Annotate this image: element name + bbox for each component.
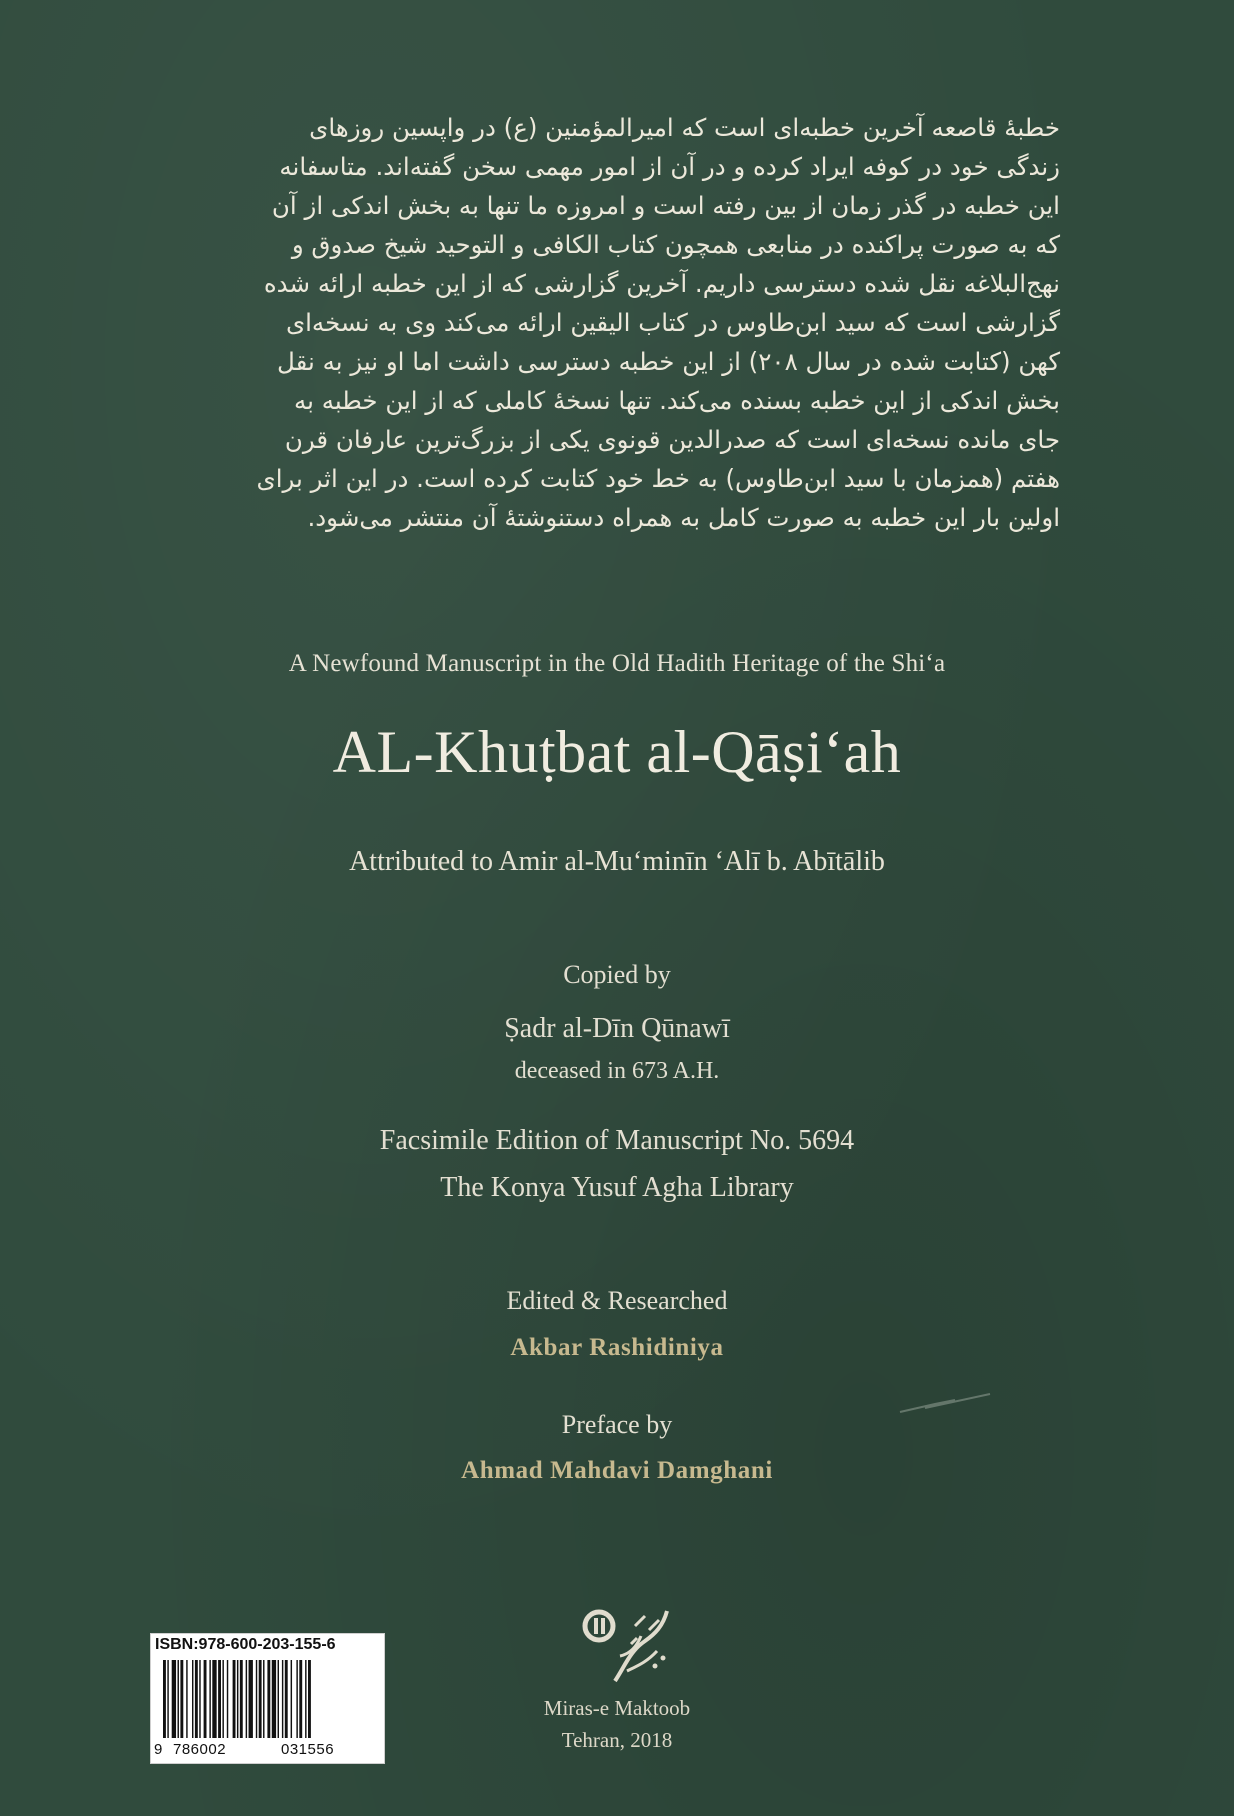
persian-blurb <box>220 108 1060 537</box>
barcode-bar <box>195 1660 198 1738</box>
barcode-bar <box>246 1660 247 1738</box>
publisher-city-year: Tehran, 2018 <box>561 1728 673 1752</box>
barcode-bar <box>199 1660 200 1738</box>
blurb-line-5: نهج‌البلاغه نقل شده دسترسی داریم. آخرین گزارشی که از این خطبه ارائه شده <box>263 269 1060 298</box>
blurb-line-6: گزارشی است که سید ابن‌طاوس در کتاب الیقین ارائه می‌کند وی به نسخه‌ای <box>285 308 1060 337</box>
barcode-bar <box>180 1660 183 1738</box>
blurb-line-8: بخش اندکی از این خطبه بسنده می‌کند. تنها نسخهٔ کاملی که از این خطبه به <box>294 386 1060 415</box>
blurb-line-11: اولین بار این خطبه به صورت کامل به همراه دستنوشتهٔ آن منتشر می‌شود. <box>307 503 1060 532</box>
barcode-bar <box>209 1660 210 1738</box>
blurb-line-10: هفتم (همزمان با سید ابن‌طاوس) به خط خود کتابت کرده است. در این اثر برای <box>256 464 1060 493</box>
barcode-bar <box>249 1660 253 1738</box>
blurb-line-7: کهن (کتابت شده در سال ۲۰۸) از این خطبه دسترسی داشت اما او نیز به نقل <box>277 347 1060 376</box>
copied-by-label: Copied by <box>563 960 671 989</box>
publisher-calligraphy-logo-icon <box>575 1596 675 1696</box>
barcode-bar <box>237 1660 238 1738</box>
publisher-name: Miras-e Maktoob <box>543 1696 691 1720</box>
barcode-bars <box>161 1660 376 1738</box>
barcode-bar <box>218 1660 221 1738</box>
copier-death-note: deceased in 673 A.H. <box>514 1058 720 1084</box>
barcode-bar <box>267 1660 270 1738</box>
barcode-bar <box>186 1660 187 1738</box>
barcode-bar <box>299 1660 302 1738</box>
barcode-bar <box>204 1660 207 1738</box>
blurb-line-9: جای مانده نسخه‌ای است که صدرالدین قونوی یکی از بزرگ‌ترین عارفان قرن <box>284 425 1060 454</box>
isbn-label: ISBN:978-600-203-155-6 <box>155 1636 336 1653</box>
blurb-line-2: زندگی خود در کوفه ایراد کرده و در آن از امور مهمی سخن گفته‌اند. متاسفانه <box>279 152 1060 181</box>
barcode-bar <box>282 1660 283 1738</box>
barcode-bar <box>308 1660 311 1738</box>
blurb-line-3: این خطبه در گذر زمان از بین رفته است و امروزه ما تنها به بخش اندکی از آن <box>271 191 1060 220</box>
barcode-bar <box>172 1660 176 1738</box>
preface-author-name: Ahmad Mahdavi Damghani <box>461 1457 773 1484</box>
barcode-bar <box>259 1660 262 1738</box>
barcode-bar <box>278 1660 279 1738</box>
editor-name: Akbar Rashidiniya <box>510 1334 724 1361</box>
book-title: AL-Khuṭbat al-Qāṣi‘ah <box>332 719 902 785</box>
barcode-bar <box>212 1660 216 1738</box>
barcode-bar <box>272 1660 276 1738</box>
barcode-bar <box>291 1660 292 1738</box>
preface-by-label: Preface by <box>561 1410 673 1439</box>
barcode-bar <box>256 1660 257 1738</box>
barcode-bar <box>163 1660 166 1738</box>
cover-scratch-mark <box>895 1388 1005 1418</box>
barcode-bar <box>167 1660 168 1738</box>
book-subtitle: A Newfound Manuscript in the Old Hadith Heritage of the Shi‘a <box>288 650 946 677</box>
barcode-bar <box>233 1660 236 1738</box>
barcode-right-digits: 031556 <box>281 1741 335 1758</box>
edited-by-label: Edited & Researched <box>506 1286 728 1315</box>
blurb-line-1: خطبهٔ قاصعه آخرین خطبه‌ای است که امیرالمؤمنین (ع) در واپسین روزهای <box>309 113 1060 142</box>
barcode-bar <box>305 1660 306 1738</box>
library-name: The Konya Yusuf Agha Library <box>440 1172 794 1203</box>
barcode-bar <box>240 1660 243 1738</box>
barcode-bar <box>296 1660 297 1738</box>
isbn-barcode <box>150 1633 385 1764</box>
barcode-bar <box>263 1660 264 1738</box>
copier-name: Ṣadr al-Dīn Qūnawī <box>504 1013 730 1044</box>
barcode-bar <box>227 1660 228 1738</box>
blurb-line-4: که به صورت پراکنده در منابعی همچون کتاب الکافی و التوحید شیخ صدوق و <box>291 230 1060 259</box>
barcode-bar <box>285 1660 288 1738</box>
facsimile-edition-line: Facsimile Edition of Manuscript No. 5694 <box>379 1125 855 1156</box>
barcode-bar <box>192 1660 193 1738</box>
barcode-bar <box>222 1660 223 1738</box>
attribution-line: Attributed to Amir al-Mu‘minīn ‘Alī b. Abītālib <box>349 846 885 877</box>
barcode-bar <box>178 1660 179 1738</box>
barcode-lead-digit: 9 <box>154 1741 163 1758</box>
barcode-digits <box>151 1738 386 1762</box>
barcode-left-digits: 786002 <box>173 1741 227 1758</box>
